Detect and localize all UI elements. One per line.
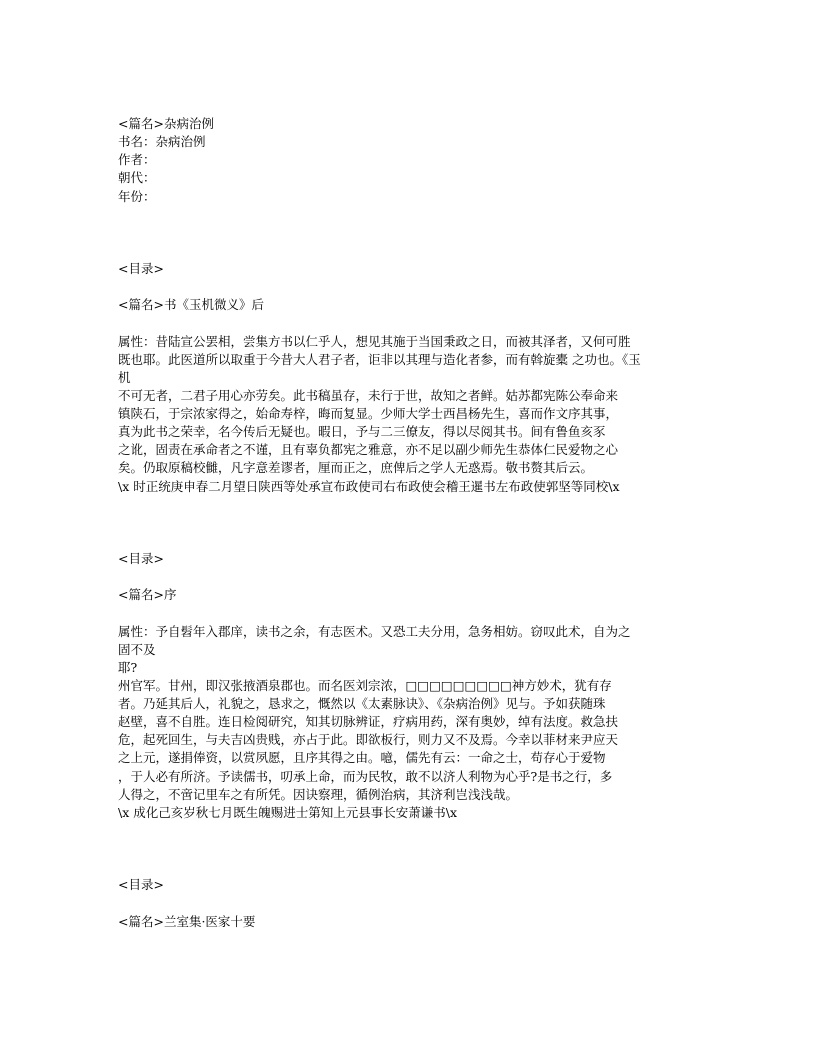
text-line: 耶? <box>118 659 138 675</box>
text-line: 作者： <box>118 152 156 168</box>
text-line: 矣。仍取原稿校雠，凡字意差谬者，厘而正之，庶俾后之学人无惑焉。敬书赘其后云。 <box>118 460 594 476</box>
text-line: 书名：杂病治例 <box>118 134 206 150</box>
text-line: 年份： <box>118 188 156 204</box>
text-line: 不可无者，二君子用心亦劳矣。此书稿虽存，未行于世，故知之者鲜。姑苏都宪陈公奉命来 <box>118 387 619 403</box>
text-line: <目录> <box>118 877 164 893</box>
text-line: \x 时正统庚申春二月望日陕西等处承宣布政使司右布政使会稽王暹书左布政使郭坚等同校\x <box>118 478 620 494</box>
blank-line <box>118 840 718 858</box>
text-line: 之讹，固责在承命者之不谨，且有辜负都宪之雅意，亦不足以副少师先生恭体仁民爱物之心 <box>118 442 619 458</box>
text-line: <目录> <box>118 551 164 566</box>
blank-line <box>118 242 718 260</box>
text-line: 赵壁，喜不自胜。连日检阅研究，知其切脉辨证，疗病用药，深有奥妙，绰有法度。救急扶 <box>118 714 619 730</box>
text-line: ，于人必有所济。予读儒书，叨承上命，而为民牧，敢不以济人利物为心乎?是书之行，多 <box>118 768 613 784</box>
document-body <box>118 115 718 931</box>
blank-line <box>118 278 718 296</box>
text-line: <篇名>序 <box>118 587 177 603</box>
text-line: 镇陕石，于宗浓家得之，始命寿梓，晦而复显。少师大学士西昌杨先生，喜而作文序其事， <box>118 406 619 421</box>
text-line: 朝代： <box>118 170 156 186</box>
blank-line <box>118 894 718 912</box>
text-line: <目录> <box>118 261 164 276</box>
text-line: 州官军。甘州，即汉张掖酒泉郡也。而名医刘宗浓，□□□□□□□□□神方妙术，犹有存 <box>118 677 612 693</box>
text-line: <篇名>书《玉机微义》后 <box>118 297 264 313</box>
blank-line <box>118 822 718 840</box>
text-line: \x 成化己亥岁秋七月既生魄赐进士第知上元县事长安萧谦书\x <box>118 804 457 820</box>
text-line: <篇名>兰室集·医家十要 <box>118 913 256 929</box>
text-line: 真为此书之荣幸，名今传后无疑也。暇日，予与二三僚友，得以尽阅其书。间有鲁鱼亥豕 <box>118 424 606 440</box>
text-line: 危，起死回生，与夫吉凶贵贱，亦占于此。即欲板行，则力又不及焉。今幸以菲材来尹应天 <box>118 732 619 748</box>
blank-line <box>118 206 718 224</box>
text-line: 固不及 <box>118 641 156 657</box>
text-line: 之上元，遂捐俸资，以赏夙愿，且序其得之由。噫，儒先有云：一命之士，苟存心于爱物 <box>118 750 606 766</box>
blank-line <box>118 532 718 550</box>
text-line: 机 <box>118 369 131 385</box>
text-line: <篇名>杂病治例 <box>118 116 214 131</box>
blank-line <box>118 496 718 514</box>
blank-line <box>118 858 718 876</box>
blank-line <box>118 314 718 332</box>
text-line: 属性：予自髫年入郡庠，读书之余，有志医术。又恐工夫分用，急务相妨。窃叹此术，自为之 <box>118 623 631 639</box>
blank-line <box>118 568 718 586</box>
text-line: 人得之，不啻记里车之有所凭。因诀察理，循例治病，其济利岂浅浅哉。 <box>118 786 519 802</box>
text-line: 属性：昔陆宣公罢相，尝集方书以仁乎人，想见其施于当国秉政之日，而被其泽者，又何可胜 <box>118 333 631 349</box>
blank-line <box>118 514 718 532</box>
text-line: 者。乃延其后人，礼貌之，恳求之，慨然以《太素脉诀》、《杂病治例》见与。予如获随珠 <box>118 696 606 711</box>
blank-line <box>118 224 718 242</box>
text-line: 既也耶。此医道所以取重于今昔大人君子者，讵非以其理与造化者参，而有斡旋橐 之功也。《玉 <box>118 351 641 367</box>
blank-line <box>118 604 718 622</box>
